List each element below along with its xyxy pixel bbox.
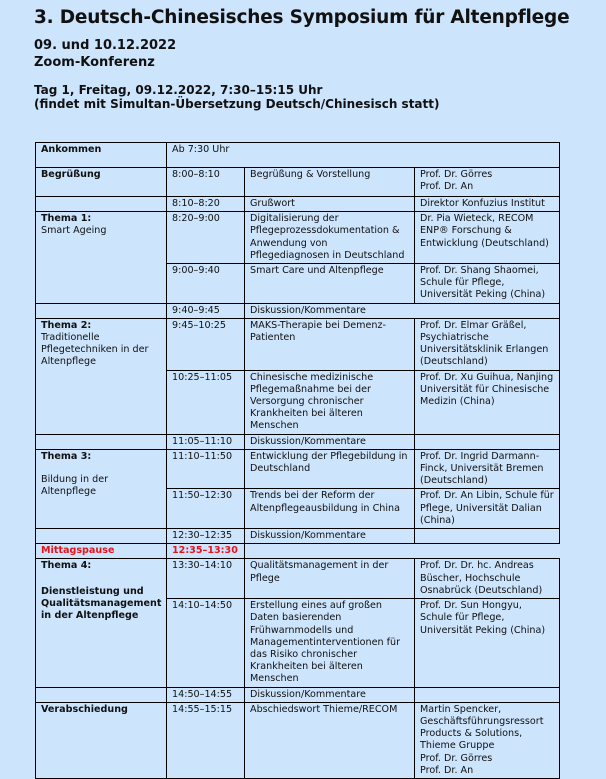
title-cell: Erstellung eines auf großen Daten basierenden Frühwarnmodells und Managementinterventionen für das Risiko chronischer Krankheiten bei älteren Menschen — [245, 599, 415, 687]
table-row-discussion — [36, 687, 560, 702]
program-table — [35, 142, 560, 779]
time-cell: 8:10–8:20 — [167, 197, 245, 212]
title-cell: Abschiedswort Thieme/RECOM — [245, 702, 415, 778]
speaker-name: Martin Spencker, Geschäftsführungsressort Products & Solutions, Thieme Gruppe — [420, 703, 544, 752]
title-cell: Begrüßung & Vorstellung — [245, 168, 415, 197]
time-cell: 8:20–9:00 — [167, 212, 245, 264]
title-cell: Qualitätsmanagement in der Pflege — [245, 559, 415, 599]
section-cell — [36, 212, 167, 303]
time-cell: 11:05–11:10 — [167, 434, 245, 449]
event-format: Zoom-Konferenz — [34, 55, 155, 70]
empty-cell — [415, 434, 560, 449]
speaker-cell: Prof. Dr. Ingrid Darmann-Finck, Universität Bremen (Deutschland) — [415, 449, 560, 489]
section-label: Thema 3: — [41, 450, 92, 462]
table-row-lunch — [36, 544, 560, 559]
empty-cell — [36, 303, 167, 318]
table-row-farewell — [36, 702, 560, 778]
section-cell — [36, 449, 167, 528]
empty-cell — [36, 529, 167, 544]
time-cell: 9:00–9:40 — [167, 264, 245, 304]
event-dates: 09. und 10.12.2022 — [34, 38, 177, 53]
title-cell: Entwicklung der Pflegebildung in Deutschland — [245, 449, 415, 489]
title-cell: Diskussion/Kommentare — [245, 529, 415, 544]
title-cell: Smart Care und Altenpflege — [245, 264, 415, 304]
lunch-time: 12:35–13:30 — [167, 544, 245, 559]
title-cell: Diskussion/Kommentare — [245, 434, 415, 449]
table-row — [36, 197, 560, 212]
translation-note: (findet mit Simultan-Übersetzung Deutsch/Chinesisch statt) — [34, 97, 440, 111]
time-cell: 13:30–14:10 — [167, 559, 245, 599]
day-line: Tag 1, Freitag, 09.12.2022, 7:30–15:15 Uhr — [34, 83, 323, 97]
section-subtitle: Smart Ageing — [41, 225, 107, 237]
section-subtitle: Traditionelle Pflegetechniken in der Altenpflege — [41, 332, 149, 368]
speaker-name: Prof. Dr. Görres — [420, 169, 493, 180]
time-cell: Ab 7:30 Uhr — [167, 143, 560, 168]
title-cell: MAKS-Therapie bei Demenz-Patienten — [245, 318, 415, 370]
table-row — [36, 212, 560, 264]
time-cell: 14:55–15:15 — [167, 702, 245, 778]
speaker-name: Prof. Dr. An — [420, 764, 474, 776]
title-cell: Chinesische medizinische Pflegemaßnahme bei der Versorgung chronischer Krankheiten bei älteren Menschen — [245, 370, 415, 434]
speaker-name: Prof. Dr. Görres — [420, 752, 493, 764]
empty-cell — [36, 687, 167, 702]
title-cell: Diskussion/Kommentare — [245, 303, 560, 318]
time-cell: 10:25–11:05 — [167, 370, 245, 434]
time-cell: 12:30–12:35 — [167, 529, 245, 544]
empty-cell — [415, 687, 560, 702]
table-row-discussion — [36, 434, 560, 449]
title-cell: Grußwort — [245, 197, 415, 212]
time-cell: 14:50–14:55 — [167, 687, 245, 702]
speaker-cell: Dr. Pia Wieteck, RECOM ENP® Forschung & Entwicklung (Deutschland) — [415, 212, 560, 264]
speaker-cell: Prof. Dr. Xu Guihua, Nanjing Universität für Chinesische Medizin (China) — [415, 370, 560, 434]
table-row-discussion — [36, 303, 560, 318]
time-cell: 14:10–14:50 — [167, 599, 245, 687]
time-cell: 9:45–10:25 — [167, 318, 245, 370]
speaker-cell — [415, 702, 560, 778]
section-label: Thema 4: — [41, 560, 92, 572]
table-row-discussion — [36, 529, 560, 544]
time-cell: 11:10–11:50 — [167, 449, 245, 489]
title-cell: Digitalisierung der Pflegeprozessdokumentation & Anwendung von Pflegediagnosen in Deutschland — [245, 212, 415, 264]
section-subtitle: Dienstleistung und Qualitätsmanagement in der Altenpflege — [41, 585, 162, 622]
section-label: Thema 2: — [41, 319, 92, 331]
speaker-cell: Direktor Konfuzius Institut — [415, 197, 560, 212]
table-row — [36, 318, 560, 370]
time-cell: 11:50–12:30 — [167, 489, 245, 529]
section-label: Thema 1: — [41, 213, 92, 225]
table-row — [36, 168, 560, 197]
section-cell — [36, 559, 167, 687]
section-cell — [36, 318, 167, 434]
page-title: 3. Deutsch-Chinesisches Symposium für Altenpflege — [34, 7, 570, 28]
empty-cell — [36, 197, 167, 212]
time-cell: 8:00–8:10 — [167, 168, 245, 197]
speaker-cell — [415, 168, 560, 197]
table-row-arrival — [36, 143, 560, 168]
section-label: Begrüßung — [36, 168, 167, 197]
empty-cell — [245, 544, 560, 559]
lunch-label: Mittagspause — [36, 544, 167, 559]
title-cell: Trends bei der Reform der Altenpflegeausbildung in China — [245, 489, 415, 529]
speaker-cell: Prof. Dr. Elmar Gräßel, Psychiatrische Universitätsklinik Erlangen (Deutschland) — [415, 318, 560, 370]
empty-cell — [415, 529, 560, 544]
speaker-cell: Prof. Dr. Dr. hc. Andreas Büscher, Hochschule Osnabrück (Deutschland) — [415, 559, 560, 599]
empty-cell — [36, 434, 167, 449]
table-row — [36, 559, 560, 599]
time-cell: 9:40–9:45 — [167, 303, 245, 318]
section-subtitle: Bildung in der Altenpflege — [41, 474, 109, 498]
section-label: Verabschiedung — [36, 702, 167, 778]
speaker-cell: Prof. Dr. Sun Hongyu, Schule für Pflege, Universität Peking (China) — [415, 599, 560, 687]
speaker-cell: Prof. Dr. An Libin, Schule für Pflege, Universität Dalian (China) — [415, 489, 560, 529]
table-row — [36, 449, 560, 489]
title-cell: Diskussion/Kommentare — [245, 687, 415, 702]
section-label: Ankommen — [36, 143, 167, 168]
speaker-name: Prof. Dr. An — [420, 181, 474, 193]
document-page — [0, 0, 606, 111]
speaker-cell: Prof. Dr. Shang Shaomei, Schule für Pflege, Universität Peking (China) — [415, 264, 560, 304]
